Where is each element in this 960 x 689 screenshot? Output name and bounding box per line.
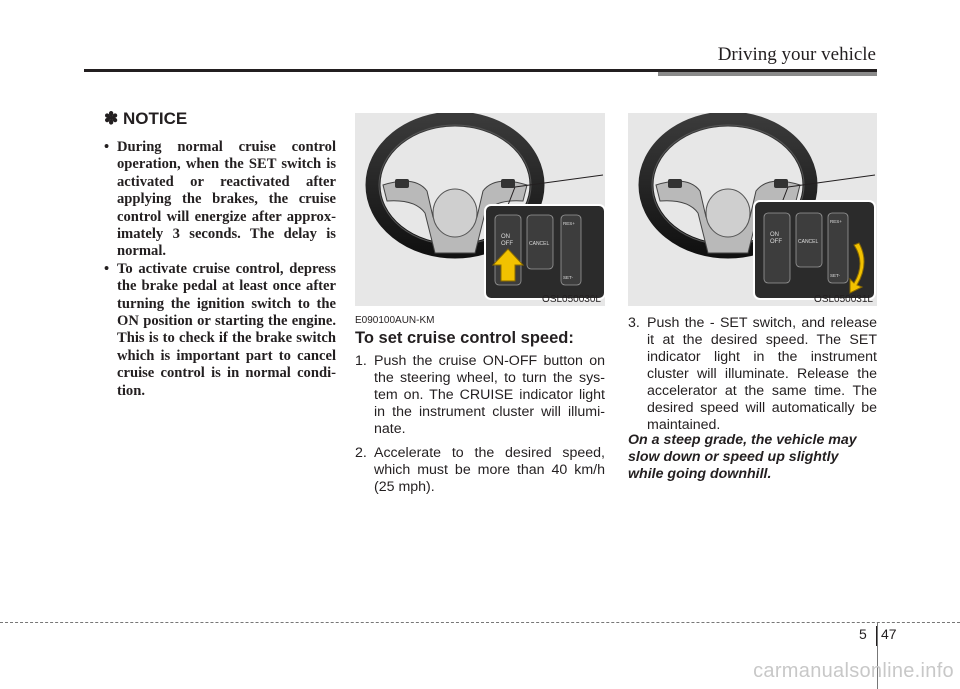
step-item (355, 445, 605, 496)
step-number: 1. (355, 353, 367, 369)
notice-item: • To activate cruise control, depress the brake pedal at least once after turning the ignition switch to the ON position or starting the engine. This is to check if the brake switch which is important part to cancel cruise control is in normal condi-tion. (104, 261, 336, 400)
steering-wheel-illustration (628, 113, 877, 306)
page-number: 47 (881, 626, 897, 642)
off-label: OFF (501, 241, 513, 247)
cancel-label: CANCEL (529, 241, 550, 247)
off-label: OFF (770, 239, 782, 245)
section-heading: To set cruise control speed: (355, 329, 574, 347)
set-label: SET- (830, 273, 841, 278)
notice-item: • During normal cruise control operation, when the SET switch is activated or reactivated after applying the brakes, the cruise control will energize after approx-imately 3 seconds. The delay is normal. (104, 139, 336, 261)
step-number: 2. (355, 445, 367, 461)
step-item (355, 353, 605, 438)
cancel-label: CANCEL (798, 239, 819, 245)
notice-title: ✽ NOTICE (104, 109, 188, 128)
figure-code: OSL050030L (542, 294, 601, 305)
figure-steering-set (628, 113, 877, 306)
section-code: E090100AUN-KM (355, 315, 435, 326)
steps-list-continued (628, 315, 877, 441)
on-label: ON (501, 234, 510, 240)
set-label: SET- (563, 275, 574, 280)
notice-list (104, 139, 336, 400)
step-number: 3. (628, 315, 640, 331)
chapter-number: 5 (859, 626, 867, 642)
step-text: Accelerate to the desired speed, which must be more than 40 km/h (25 mph). (374, 445, 605, 495)
steering-wheel-illustration (355, 113, 605, 306)
header-rule-accent (658, 72, 877, 76)
figure-code: OSL050031L (814, 294, 873, 305)
res-label: RES+ (563, 221, 575, 226)
res-label: RES+ (830, 219, 842, 224)
steps-list (355, 353, 605, 503)
step-text: Push the cruise ON-OFF button on the steering wheel, to turn the sys-tem on. The CRUISE indicator light in the instrument cluster will illumi-nate. (374, 353, 605, 437)
step-text: Push the - SET switch, and release it at the desired speed. The SET indicator light in the instrument cluster will illuminate. Release the accelerator at the same time. The desired speed will automatically be maintained. (647, 315, 877, 433)
figure-steering-on-off (355, 113, 605, 306)
footer-rule (0, 622, 960, 623)
on-label: ON (770, 232, 779, 238)
section-title: Driving your vehicle (717, 44, 876, 65)
italic-note: On a steep grade, the vehicle may slow down or speed up slightly while going downhill. (628, 432, 857, 482)
page-number-divider (876, 626, 877, 646)
step-item (628, 315, 877, 434)
watermark: carmanualsonline.info (753, 660, 954, 682)
